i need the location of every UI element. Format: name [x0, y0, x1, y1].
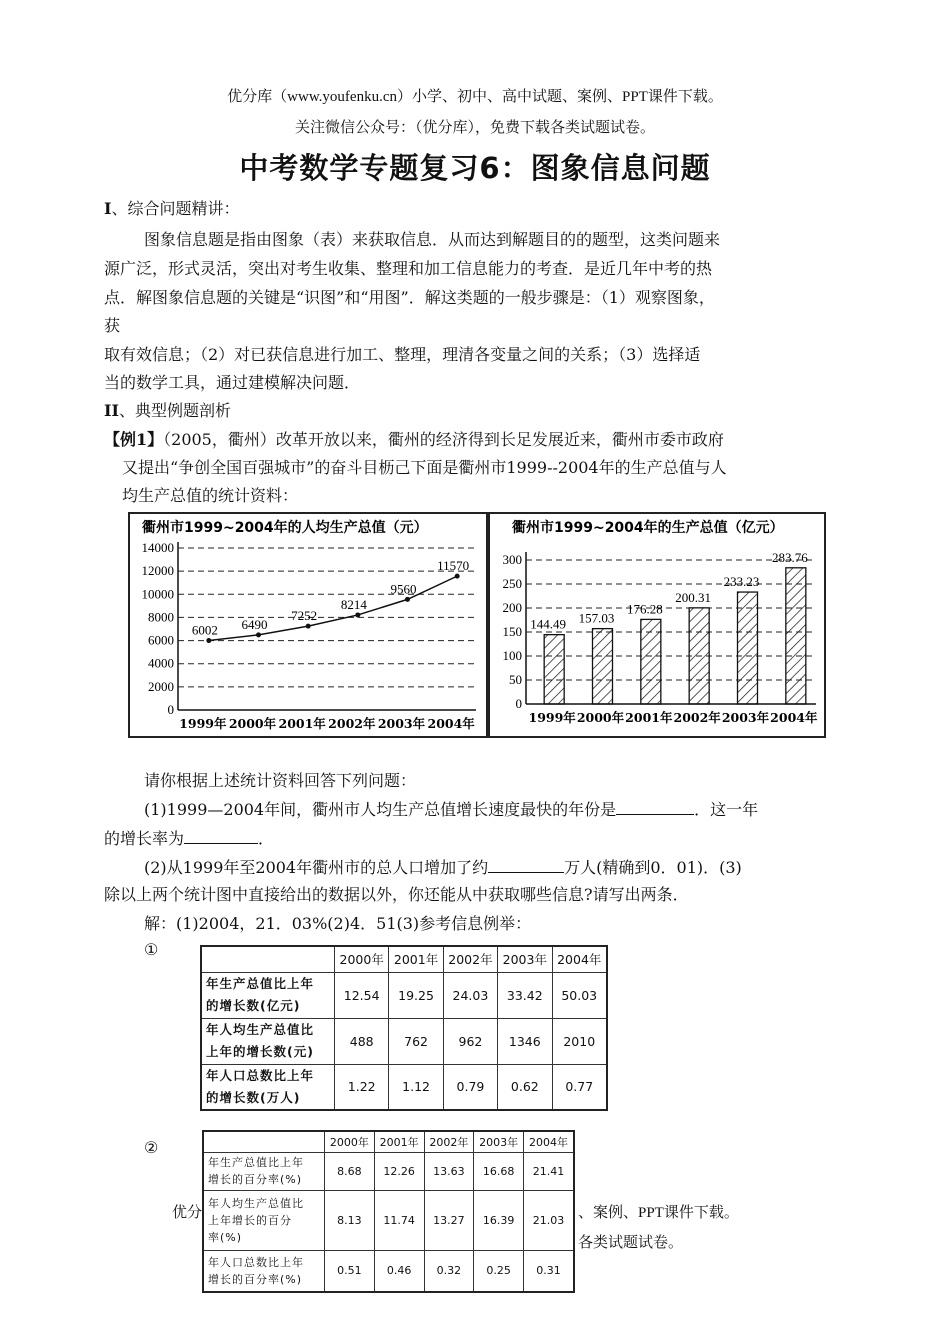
data-label: 7252 [291, 608, 318, 624]
section1-line-3: 点．解图象信息题的关键是“识图”和“用图”．解这类题的一般步骤是：（1）观察图象， [104, 288, 715, 307]
table-cell: 24.03 [443, 972, 497, 1018]
section1-line-4: 获 [104, 316, 121, 335]
data-label: 283.76 [771, 549, 808, 565]
table-cell: 1.12 [389, 1064, 443, 1110]
y-tick-label: 150 [502, 624, 522, 639]
table-cell: 13.63 [424, 1152, 474, 1190]
data-point [306, 624, 311, 629]
table-cell: 962 [443, 1018, 497, 1064]
question-1-line [144, 798, 758, 820]
y-tick-label: 4000 [148, 655, 174, 671]
section2-heading-text: 、典型例题剖析 [118, 401, 231, 420]
section1-heading-mark: I [104, 199, 112, 218]
data-point [256, 632, 261, 637]
question-2-line [144, 856, 742, 878]
data-point [206, 638, 211, 643]
table-cell: 12.26 [374, 1152, 424, 1190]
question-2-text-b: 万人(精确到0．01)．(3) [564, 858, 742, 877]
question-3-line: 除以上两个统计图中直接给出的数据以外，你还能从中获取哪些信息?请写出两条． [104, 885, 689, 904]
table1-year: 2002年 [443, 946, 497, 972]
question-1-line-2 [104, 827, 274, 849]
table2-year: 2004年 [524, 1131, 574, 1152]
questions-intro: 请你根据上述统计资料回答下列问题： [144, 771, 417, 790]
table-cell: 50.03 [552, 972, 607, 1018]
question-1-text-d: ． [258, 829, 275, 848]
x-tick-label: 2000年 [228, 716, 277, 731]
table1-year: 2000年 [335, 946, 389, 972]
section2-heading [104, 401, 231, 421]
data-label: 6490 [241, 616, 268, 632]
table-cell: 762 [389, 1018, 443, 1064]
table-cell: 13.27 [424, 1190, 474, 1250]
table-cell: 0.62 [498, 1064, 552, 1110]
data-point [355, 612, 360, 617]
x-tick-label: 2003年 [721, 710, 770, 725]
table1-corner [201, 946, 335, 972]
header-line-1: 优分库（www.youfenku.cn）小学、初中、高中试题、案例、PPT课件下载。 [227, 89, 723, 105]
table1-year: 2001年 [389, 946, 443, 972]
table-cell: 0.51 [325, 1250, 375, 1292]
table2-year: 2000年 [325, 1131, 375, 1152]
data-label: 11570 [437, 558, 470, 574]
y-tick-label: 50 [509, 672, 522, 687]
data-label: 9560 [390, 581, 417, 597]
y-tick-label: 8000 [148, 609, 174, 625]
data-label: 144.49 [530, 616, 567, 632]
bar [689, 608, 709, 704]
table1 [200, 945, 608, 1111]
question-2-text: (2)从1999年至2004年衢州市的总人口增加了约 [144, 858, 489, 877]
chart-title: 衢州市1999~2004年的生产总值（亿元） [512, 520, 784, 536]
per-capita-chart [128, 512, 488, 738]
bar [641, 619, 661, 704]
table-cell: 21.41 [524, 1152, 574, 1190]
example-line-3: 均生产总值的统计资料： [122, 486, 299, 505]
bar [786, 568, 806, 704]
footer-left-fragment: 优分 [172, 1205, 203, 1221]
x-tick-label: 2001年 [278, 716, 326, 731]
table1-header-row [201, 946, 607, 972]
answer-blank-3[interactable] [488, 856, 564, 873]
table1-year: 2004年 [552, 946, 607, 972]
table2-row-label: 年人口总数比上年 增长的百分率(%) [203, 1250, 325, 1292]
table-cell: 16.39 [474, 1190, 524, 1250]
table-cell: 21.03 [524, 1190, 574, 1250]
table-row [203, 1152, 574, 1190]
y-tick-label: 6000 [148, 632, 174, 648]
section1-heading [104, 199, 240, 219]
table1-year: 2003年 [498, 946, 552, 972]
gdp-chart-svg [490, 514, 824, 736]
table-row [201, 1018, 607, 1064]
data-label: 233.23 [723, 574, 760, 590]
table-cell: 1.22 [335, 1064, 389, 1110]
table-cell: 0.46 [374, 1250, 424, 1292]
bar [544, 635, 564, 704]
y-tick-label: 100 [502, 648, 522, 663]
table2 [202, 1130, 575, 1293]
table-cell: 2010 [552, 1018, 607, 1064]
y-tick-label: 0 [167, 702, 174, 717]
table-cell: 8.68 [325, 1152, 375, 1190]
per-capita-chart-svg [130, 514, 486, 736]
table2-year: 2001年 [374, 1131, 424, 1152]
section2-heading-mark: II [104, 401, 119, 420]
question-1-text-b: ．这一年 [694, 800, 759, 819]
footer-right-fragment-1: 、案例、PPT课件下载。 [578, 1205, 739, 1221]
y-tick-label: 300 [502, 552, 522, 567]
table-row [203, 1190, 574, 1250]
answer-line: 解：(1)2004，21．03%(2)4．51(3)参考信息例举： [144, 914, 532, 933]
table-cell: 12.54 [335, 972, 389, 1018]
bar [738, 592, 758, 704]
y-tick-label: 14000 [141, 540, 174, 555]
example-line-2: 又提出“争创全国百强城市”的奋斗目枥己下面是衢州市1999--2004年的生产总值与人 [122, 458, 727, 477]
table2-header-row [203, 1131, 574, 1152]
y-tick-label: 0 [515, 696, 522, 711]
section1-line-2: 源广泛，形式灵活，突出对考生收集、整理和加工信息能力的考查．是近几年中考的热 [104, 259, 713, 278]
table-cell: 19.25 [389, 972, 443, 1018]
table-cell: 0.77 [552, 1064, 607, 1110]
x-tick-label: 2002年 [328, 716, 376, 731]
table-cell: 0.31 [524, 1250, 574, 1292]
x-tick-label: 1999年 [179, 716, 227, 731]
y-tick-label: 250 [502, 576, 522, 591]
table-cell: 33.42 [498, 972, 552, 1018]
table-cell: 0.32 [424, 1250, 474, 1292]
table2-year: 2003年 [474, 1131, 524, 1152]
data-label: 200.31 [675, 589, 712, 605]
question-1-text: (1)1999—2004年间，衢州市人均生产总值增长速度最快的年份是 [144, 800, 617, 819]
y-tick-label: 12000 [141, 563, 174, 579]
gdp-chart [488, 512, 826, 738]
data-point [455, 574, 460, 579]
x-tick-label: 2004年 [770, 710, 818, 725]
data-label: 157.03 [578, 610, 615, 626]
table-row [201, 1064, 607, 1110]
y-tick-label: 2000 [148, 678, 174, 694]
table-cell: 0.79 [443, 1064, 497, 1110]
table-cell: 0.25 [474, 1250, 524, 1292]
table-cell: 1346 [498, 1018, 552, 1064]
section1-heading-text: 、综合问题精讲： [111, 199, 240, 218]
table-cell: 16.68 [474, 1152, 524, 1190]
x-tick-label: 1999年 [528, 710, 576, 725]
page-title: 中考数学专题复习6：图象信息问题 [239, 151, 711, 185]
example-line-1 [104, 430, 724, 450]
table1-row-label: 年人均生产总值比 上年的增长数(元) [201, 1018, 335, 1064]
table2-year: 2002年 [424, 1131, 474, 1152]
section1-line-1: 图象信息题是指由图象（表）来获取信息．从而达到解题目的的题型，这类问题来 [144, 230, 721, 249]
table2-row-label: 年生产总值比上年 增长的百分率(%) [203, 1152, 325, 1190]
table-cell: 11.74 [374, 1190, 424, 1250]
data-label: 6002 [191, 622, 218, 638]
data-label: 8214 [340, 596, 367, 612]
example-text-1: （2005，衢州）改革开放以来，衢州的经济得到长足发展近来，衢州市委市政府 [163, 430, 724, 449]
question-1-text-c: 的增长率为 [104, 829, 185, 848]
table1-row-label: 年生产总值比上年 的增长数(亿元) [201, 972, 335, 1018]
table1-marker: ① [144, 940, 159, 959]
section1-line-5: 取有效信息；（2）对已获信息进行加工、整理，理清各变量之间的关系；（3）选择适 [104, 345, 701, 364]
x-tick-label: 2004年 [427, 716, 475, 731]
footer-right-fragment-2: 各类试题试卷。 [578, 1235, 684, 1251]
example-tag: 【例1】 [104, 430, 164, 449]
x-tick-label: 2000年 [576, 710, 625, 725]
data-point [405, 597, 410, 602]
chart-title: 衢州市1999~2004年的人均生产总值（元） [142, 520, 428, 536]
answer-blank-2[interactable] [184, 827, 258, 844]
data-label: 176.28 [626, 601, 663, 617]
table-row [203, 1250, 574, 1292]
header-line-2: 关注微信公众号：（优分库），免费下载各类试题试卷。 [294, 120, 655, 136]
x-tick-label: 2002年 [673, 710, 721, 725]
bar [593, 629, 613, 704]
y-tick-label: 200 [502, 600, 522, 615]
table1-row-label: 年人口总数比上年 的增长数(万人) [201, 1064, 335, 1110]
section1-line-6: 当的数学工具，通过建模解决问题． [104, 373, 361, 392]
x-tick-label: 2003年 [377, 716, 426, 731]
table2-row-label: 年人均生产总值比 上年增长的百分 率(%) [203, 1190, 325, 1250]
table2-corner [203, 1131, 325, 1152]
x-tick-label: 2001年 [625, 710, 673, 725]
table-cell: 488 [335, 1018, 389, 1064]
answer-blank-1[interactable] [616, 798, 694, 815]
table2-marker: ② [144, 1138, 159, 1157]
table-cell: 8.13 [325, 1190, 375, 1250]
table-row [201, 972, 607, 1018]
y-tick-label: 10000 [141, 586, 174, 602]
